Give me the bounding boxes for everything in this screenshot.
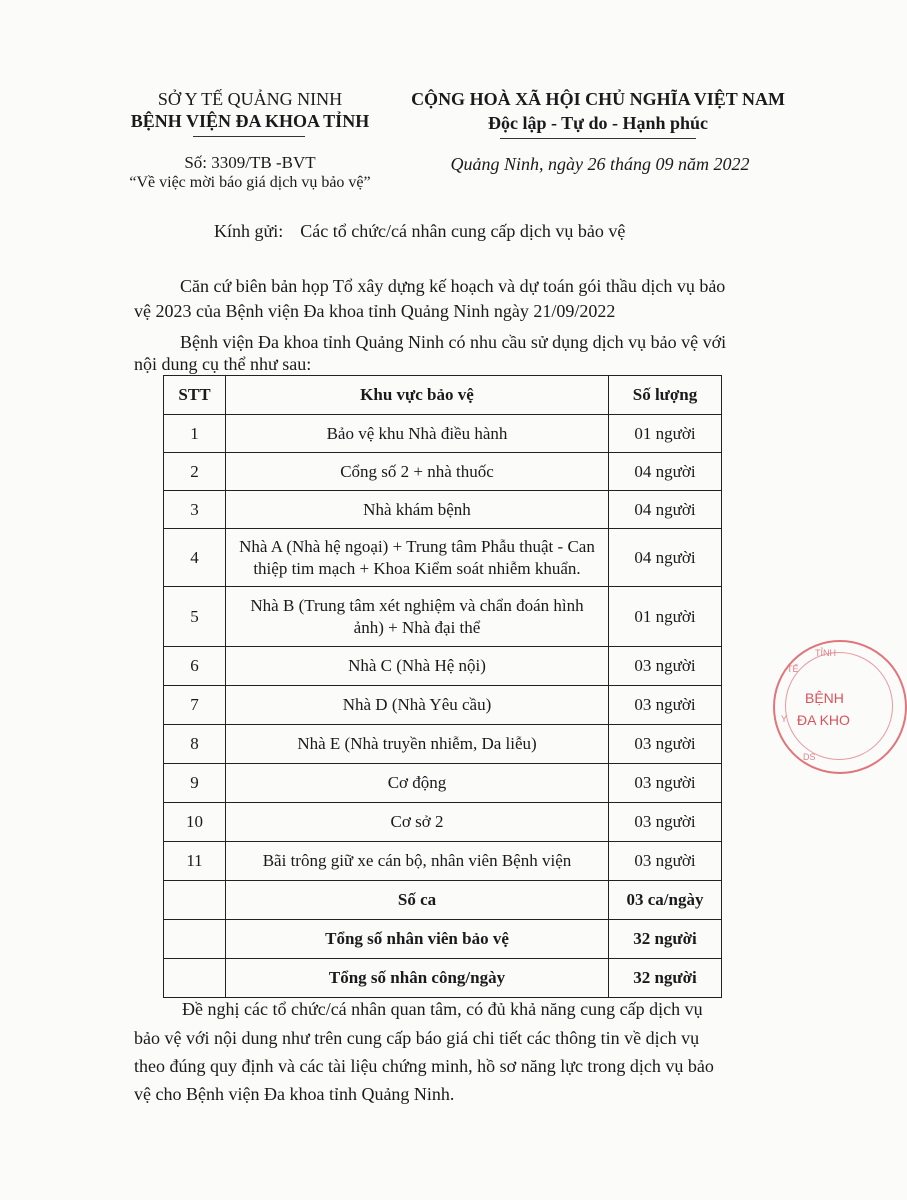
summary-empty-cell (164, 959, 226, 998)
table-row (164, 842, 722, 881)
row-area: Cơ sở 2 (226, 803, 609, 842)
table-row (164, 587, 722, 647)
summary-empty-cell (164, 881, 226, 920)
paragraph-1-line-1: Căn cứ biên bản họp Tổ xây dựng kế hoạch và dự toán gói thầu dịch vụ bảo (180, 276, 726, 296)
paragraph-1-line-2: vệ 2023 của Bệnh viện Đa khoa tỉnh Quảng Ninh ngày 21/09/2022 (134, 301, 616, 321)
row-quantity: 03 người (609, 686, 722, 725)
header-stt: STT (164, 376, 226, 415)
paragraph-2-line-1: Bệnh viện Đa khoa tỉnh Quảng Ninh có nhu cầu sử dụng dịch vụ bảo vệ với (180, 332, 727, 352)
national-title: CỘNG HOÀ XÃ HỘI CHỦ NGHĨA VIỆT NAM (411, 89, 785, 109)
row-area: Nhà C (Nhà Hệ nội) (226, 647, 609, 686)
row-stt: 8 (164, 725, 226, 764)
stamp-left-text: TẾ (787, 664, 799, 674)
summary-row-workers (164, 959, 722, 998)
row-stt: 3 (164, 491, 226, 529)
row-quantity: 04 người (609, 529, 722, 587)
stamp-bottom-text: DS (803, 752, 816, 762)
security-services-table (163, 375, 722, 998)
row-stt: 4 (164, 529, 226, 587)
row-area: Nhà khám bệnh (226, 491, 609, 529)
national-motto: Độc lập - Tự do - Hạnh phúc (487, 113, 709, 133)
department-name: SỞ Y TẾ QUẢNG NINH (157, 89, 343, 109)
row-quantity: 04 người (609, 453, 722, 491)
place-date: Quảng Ninh, ngày 26 tháng 09 năm 2022 (450, 154, 750, 174)
row-stt: 10 (164, 803, 226, 842)
paragraph-2-line-2: nội dung cụ thể như sau: (134, 354, 312, 374)
row-area: Nhà E (Nhà truyền nhiễm, Da liễu) (226, 725, 609, 764)
stamp-text-line1: BỆNH (805, 690, 844, 706)
table-header-row (164, 376, 722, 415)
row-quantity: 01 người (609, 415, 722, 453)
document-number: Số: 3309/TB -BVT (184, 153, 316, 172)
table-row (164, 764, 722, 803)
paragraph-3-line-4: vệ cho Bệnh viện Đa khoa tỉnh Quảng Ninh. (134, 1084, 455, 1104)
paragraph-3-line-2: bảo vệ với nội dung như trên cung cấp báo giá chi tiết các thông tin về dịch vụ (134, 1028, 700, 1048)
summary-row-guards (164, 920, 722, 959)
stamp-inner-ring (785, 652, 893, 760)
row-quantity: 03 người (609, 842, 722, 881)
row-area: Cơ động (226, 764, 609, 803)
table-row (164, 686, 722, 725)
row-area: Cổng số 2 + nhà thuốc (226, 453, 609, 491)
recipient-label: Kính gửi: (214, 221, 284, 241)
right-header-rule (500, 138, 696, 139)
summary-shifts-value: 03 ca/ngày (609, 881, 722, 920)
summary-shifts-label: Số ca (226, 881, 609, 920)
document-subject: “Về việc mời báo giá dịch vụ bảo vệ” (129, 174, 371, 191)
table-row (164, 415, 722, 453)
stamp-small-left: Y (781, 714, 788, 724)
recipient-line (214, 218, 625, 244)
header-quantity: Số lượng (609, 376, 722, 415)
recipient-value: Các tổ chức/cá nhân cung cấp dịch vụ bảo vệ (300, 221, 626, 241)
summary-workers-label: Tổng số nhân công/ngày (226, 959, 609, 998)
table-row (164, 529, 722, 587)
summary-guards-label: Tổng số nhân viên bảo vệ (226, 920, 609, 959)
row-quantity: 03 người (609, 725, 722, 764)
table-row (164, 491, 722, 529)
table-row (164, 647, 722, 686)
row-quantity: 01 người (609, 587, 722, 647)
table-row (164, 453, 722, 491)
row-area: Bảo vệ khu Nhà điều hành (226, 415, 609, 453)
stamp-text-line2: ĐA KHO (797, 712, 850, 728)
row-area: Nhà D (Nhà Yêu cầu) (226, 686, 609, 725)
table-row (164, 725, 722, 764)
header-area: Khu vực bảo vệ (226, 376, 609, 415)
hospital-name: BỆNH VIỆN ĐA KHOA TỈNH (130, 111, 370, 131)
row-stt: 7 (164, 686, 226, 725)
row-stt: 5 (164, 587, 226, 647)
summary-row-shifts (164, 881, 722, 920)
row-stt: 1 (164, 415, 226, 453)
row-area: Bãi trông giữ xe cán bộ, nhân viên Bệnh viện (226, 842, 609, 881)
row-stt: 2 (164, 453, 226, 491)
paragraph-3-line-3: theo đúng quy định và các tài liệu chứng minh, hồ sơ năng lực trong dịch vụ bảo (134, 1056, 714, 1076)
summary-guards-value: 32 người (609, 920, 722, 959)
stamp-top-text: TỈNH (815, 648, 836, 658)
row-stt: 11 (164, 842, 226, 881)
paragraph-3-line-1: Đề nghị các tổ chức/cá nhân quan tâm, có đủ khả năng cung cấp dịch vụ (182, 999, 703, 1019)
row-area: Nhà B (Trung tâm xét nghiệm và chẩn đoán hình ảnh) + Nhà đại thể (226, 587, 609, 647)
row-area: Nhà A (Nhà hệ ngoại) + Trung tâm Phẫu thuật - Can thiệp tim mạch + Khoa Kiểm soát nhiễm khuẩn. (226, 529, 609, 587)
summary-workers-value: 32 người (609, 959, 722, 998)
row-quantity: 03 người (609, 764, 722, 803)
table-row (164, 803, 722, 842)
summary-empty-cell (164, 920, 226, 959)
left-header-rule (193, 136, 305, 137)
row-quantity: 04 người (609, 491, 722, 529)
row-stt: 6 (164, 647, 226, 686)
row-quantity: 03 người (609, 647, 722, 686)
row-stt: 9 (164, 764, 226, 803)
official-stamp (773, 640, 907, 774)
row-quantity: 03 người (609, 803, 722, 842)
